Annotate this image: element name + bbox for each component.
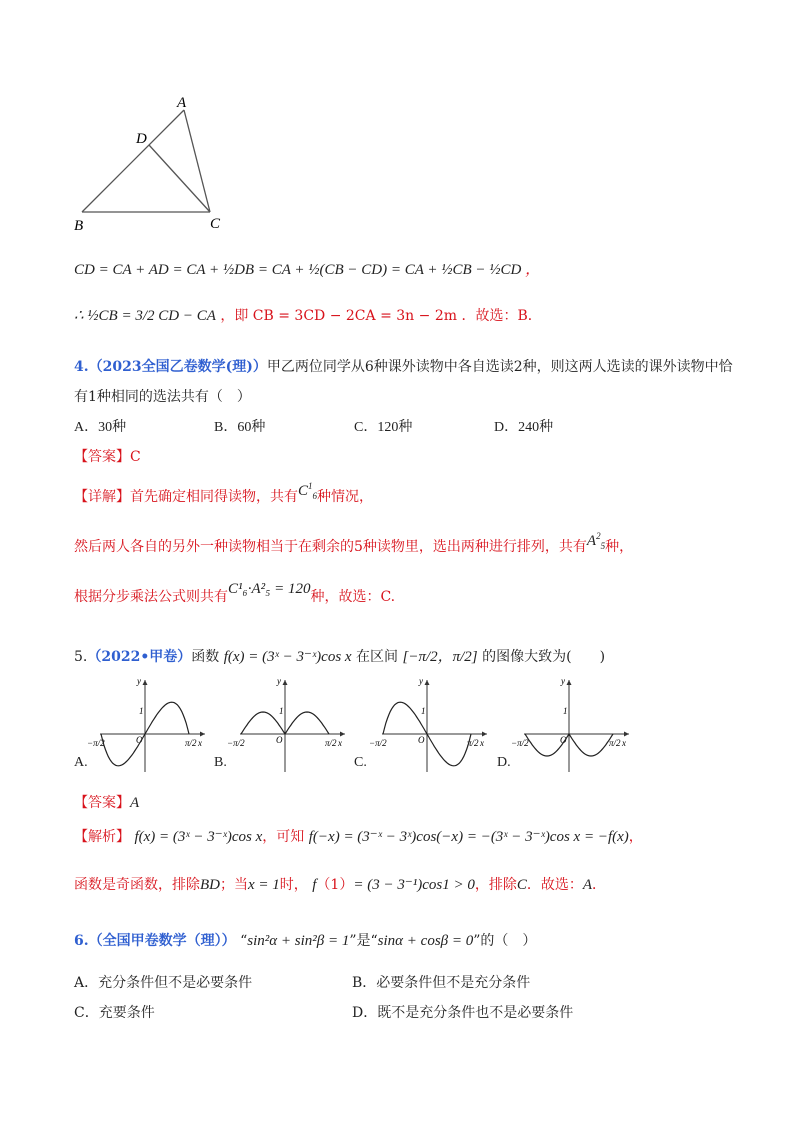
q6-stem: 6.（全国甲卷数学（理）） “sin²α + sin²β = 1”是“sinα + cosβ = 0”的（ ）	[74, 933, 537, 949]
vertex-c-label: C	[210, 216, 221, 232]
y-arrow-icon	[143, 680, 148, 685]
q6-option-c: C．充要条件	[74, 1005, 155, 1021]
graph-one-label: 1	[139, 705, 144, 716]
q4-source: （2023全国乙卷数学(理)）	[88, 359, 267, 375]
q5-option-d-label: D.	[497, 755, 511, 770]
q5-analysis-odd: f(−x) = (3⁻ˣ − 3ˣ)cos(−x) = −(3ˣ − 3⁻ˣ)cos x = −f(x)	[308, 829, 629, 845]
q5-stem-b: 在区间	[356, 649, 399, 665]
q3-comma: ，	[525, 262, 541, 278]
y-arrow-icon	[567, 680, 572, 685]
x-arrow-icon	[200, 732, 205, 737]
q5-analysis-line2: 函数是奇函数，排除BD；当x = 1时， f（1）= (3 − 3⁻¹)cos1 > 0，排除C．故选：A．	[74, 877, 607, 893]
q4-option-c: C．120种	[354, 420, 413, 435]
vertex-b-label: B	[74, 218, 84, 234]
q5-option-c-label: C.	[354, 755, 367, 770]
vertex-d-label: D	[136, 131, 147, 147]
q3-line2b: ，即 CB = 3CD − 2CA = 3n − 2m ．故选：B．	[220, 308, 542, 324]
q5-number: 5.	[74, 649, 88, 665]
graph-origin-label: O	[136, 735, 143, 745]
q5-interval: [−π/2，π/2]	[402, 649, 478, 665]
graph-y-label: y	[419, 676, 423, 686]
q4-detail1b: 种情况，	[317, 489, 374, 505]
q4-stem-line2: 有1种相同的选法共有（ ）	[74, 389, 251, 405]
q3-conclusion	[74, 305, 542, 325]
x-arrow-icon	[482, 732, 487, 737]
graph-neg-pi-label: −π/2	[511, 738, 529, 748]
q6-number: 6.	[74, 933, 89, 949]
graph-pos-pi-label: π/2	[466, 738, 479, 748]
q6-source: （全国甲卷数学（理））	[88, 933, 236, 949]
q5-answer-value: A	[130, 795, 140, 811]
graph-pos-pi-label: π/2	[184, 738, 197, 748]
q4-detail2a: 然后两人各自的另外一种读物相当于在剩余的5种读物里，选出两种进行排列，共有	[74, 539, 587, 555]
q4-stem-line1	[74, 356, 733, 376]
graph-neg-pi-label: −π/2	[87, 738, 105, 748]
graph-x-label: x	[198, 738, 202, 748]
graph-one-label: 1	[279, 705, 284, 716]
q4-detail2b: 种，	[605, 539, 634, 555]
graph-pos-pi-label: π/2	[608, 738, 621, 748]
graph-origin-label: O	[418, 735, 425, 745]
q5-analysis-keyi: ，可知	[262, 829, 305, 845]
q4-detail-line3	[74, 581, 396, 606]
q6-condition1: sin²α + sin²β = 1	[247, 933, 350, 949]
q5-analysis-line1	[74, 826, 643, 846]
q4-detail1-math: $C^1_6$	[298, 481, 318, 501]
q4-detail-line1	[74, 481, 374, 507]
q6-condition2: sinα + cosβ = 0	[377, 933, 474, 949]
graph-x-label: x	[480, 738, 484, 748]
graph-y-label: y	[277, 676, 281, 686]
graph-y-label: y	[137, 676, 141, 686]
graph-neg-pi-label: −π/2	[369, 738, 387, 748]
q4-number: 4.	[74, 359, 89, 375]
q4-option-a: A．30种	[74, 420, 127, 435]
q5-analysis-fx: f(x) = (3ˣ − 3⁻ˣ)cos x	[134, 829, 263, 845]
q4-detail1a: 首先确定相同得读物，共有	[130, 489, 298, 505]
q5-stem	[74, 645, 605, 666]
graph-neg-pi-label: −π/2	[227, 738, 245, 748]
q6-option-b: B．必要条件但不是充分条件	[352, 975, 531, 991]
graph-x-label: x	[622, 738, 626, 748]
q5-stem-a: 函数	[191, 649, 220, 665]
q4-detail3-math: C¹₆·A²₅ = 120	[228, 581, 311, 597]
x-arrow-icon	[340, 732, 345, 737]
q4-detail2-math: $A^2_5$	[586, 531, 606, 551]
q4-detail3a: 根据分步乘法公式则共有	[74, 589, 228, 605]
q4-stem1: 甲乙两位同学从6种课外读物中各自选读2种，则这两人选读的课外读物中恰	[266, 359, 733, 375]
q5-function: f(x) = (3ˣ − 3⁻ˣ)cos x	[223, 649, 352, 665]
q3-vector-equation	[74, 258, 540, 279]
q5-answer-label: 【答案】	[74, 795, 130, 811]
q3-line2a: ∴ ½CB = 3/2 CD − CA	[74, 308, 216, 324]
q5-stem-c: 的图像大致为( )	[482, 649, 606, 665]
graph-y-label: y	[561, 676, 565, 686]
x-arrow-icon	[624, 732, 629, 737]
q4-answer: 【答案】C	[74, 449, 141, 465]
q5-option-a-label: A.	[74, 755, 88, 770]
q5-analysis-label: 【解析】	[74, 829, 130, 845]
q4-detail-line2	[74, 531, 634, 557]
q5-option-b-label: B.	[214, 755, 227, 770]
graph-pos-pi-label: π/2	[324, 738, 337, 748]
q6-option-a: A．充分条件但不是必要条件	[74, 975, 253, 991]
graph-origin-label: O	[560, 735, 567, 745]
q5-answer	[74, 792, 139, 812]
q4-option-d: D．240种	[494, 420, 554, 435]
q6-option-d: D．既不是充分条件也不是必要条件	[352, 1005, 574, 1021]
q4-detail3b: 种，故选：C.	[310, 589, 396, 605]
graph-one-label: 1	[421, 705, 426, 716]
y-arrow-icon	[425, 680, 430, 685]
graph-one-label: 1	[563, 705, 568, 716]
q5-source: （2022•甲卷）	[87, 649, 192, 665]
q3-line1: CD = CA + AD = CA + ½DB = CA + ½(CB − CD) = CA + ½CB − ½CD	[74, 262, 522, 278]
q4-detail-label: 【详解】	[74, 489, 130, 505]
vertex-a-label: A	[177, 95, 187, 111]
triangle-figure	[60, 90, 240, 235]
y-arrow-icon	[283, 680, 288, 685]
graph-x-label: x	[338, 738, 342, 748]
q4-option-b: B．60种	[214, 420, 266, 435]
graph-origin-label: O	[276, 735, 283, 745]
q5-analysis-comma: ，	[628, 829, 643, 845]
